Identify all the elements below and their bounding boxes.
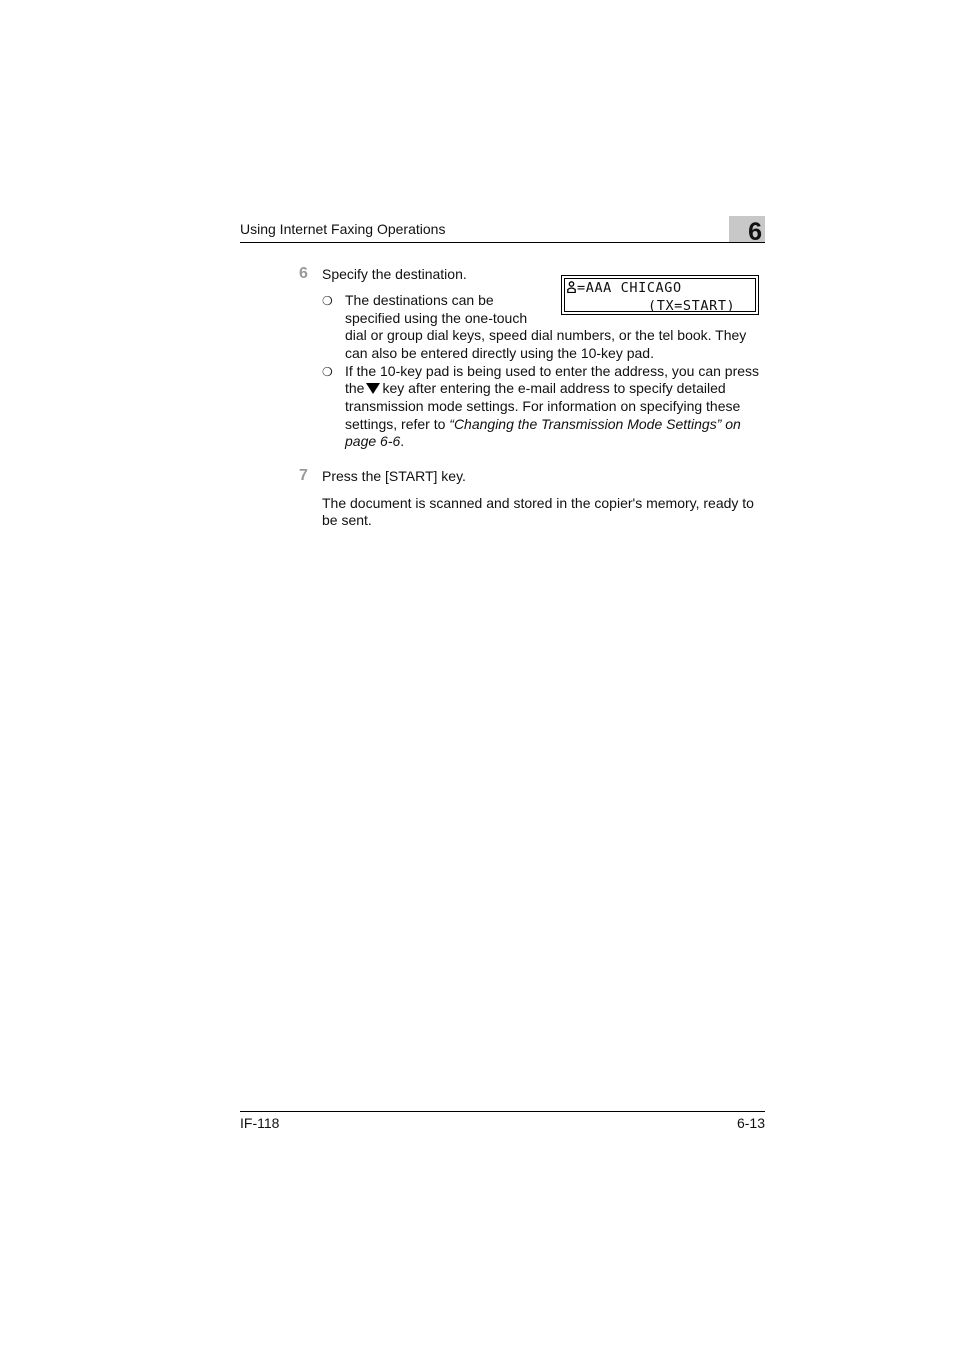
step-6-title: Specify the destination.	[322, 266, 467, 282]
lcd-display	[561, 275, 759, 315]
chapter-badge	[729, 216, 765, 246]
footer-product-name: IF-118	[240, 1115, 280, 1131]
bullet-2-line-1: If the 10-key pad is being used to enter the address, you can press	[345, 363, 760, 379]
bullet-2-line-2-after: key after entering the e-mail address to specify detailed	[382, 380, 726, 396]
step-7-title: Press the [START] key.	[322, 468, 466, 484]
cross-reference-link: “Changing the Transmission Mode Settings” on	[449, 416, 741, 432]
step-7-body-line-2: be sent.	[322, 512, 372, 528]
lcd-line-1	[567, 280, 682, 296]
step-6-number: 6	[299, 265, 308, 282]
bullet-2-line-3: transmission mode settings. For information on specifying these	[345, 398, 741, 414]
page-footer	[240, 1111, 765, 1131]
step-7-body-line-1: The document is scanned and stored in the copier's memory, ready to	[322, 495, 754, 511]
bullet-1-symbol: ❍	[322, 294, 333, 308]
cross-reference-page: page 6-6	[345, 433, 401, 449]
lcd-line-1-text: =AAA CHICAGO	[577, 280, 682, 296]
down-triangle-icon	[366, 383, 380, 394]
bullet-1-line-4: can also be entered directly using the 10-key pad.	[345, 345, 654, 361]
chapter-number: 6	[748, 218, 762, 246]
footer-page-number: 6-13	[736, 1115, 765, 1131]
lcd-line-2: (TX=START)	[648, 298, 736, 314]
bullet-1-line-1: The destinations can be	[345, 292, 494, 308]
bullet-2-symbol: ❍	[322, 365, 333, 379]
bullet-2-line-5	[345, 433, 404, 451]
lcd-display-inner	[564, 278, 756, 312]
page-header	[240, 216, 765, 246]
header-title: Using Internet Faxing Operations	[240, 221, 446, 237]
bullet-1-line-2: specified using the one-touch	[345, 310, 528, 326]
bullet-2-line-5-end: .	[400, 433, 405, 449]
bullet-1-line-3: dial or group dial keys, speed dial numbers, or the tel book. They	[345, 327, 747, 343]
bullet-2-line-4-plain: settings, refer to	[345, 416, 450, 432]
bullet-2-line-2-before: the	[345, 380, 365, 396]
bullet-2-line-4	[345, 416, 741, 434]
step-7-number: 7	[299, 467, 308, 484]
bullet-2-line-2	[345, 380, 726, 398]
person-icon	[567, 281, 576, 293]
